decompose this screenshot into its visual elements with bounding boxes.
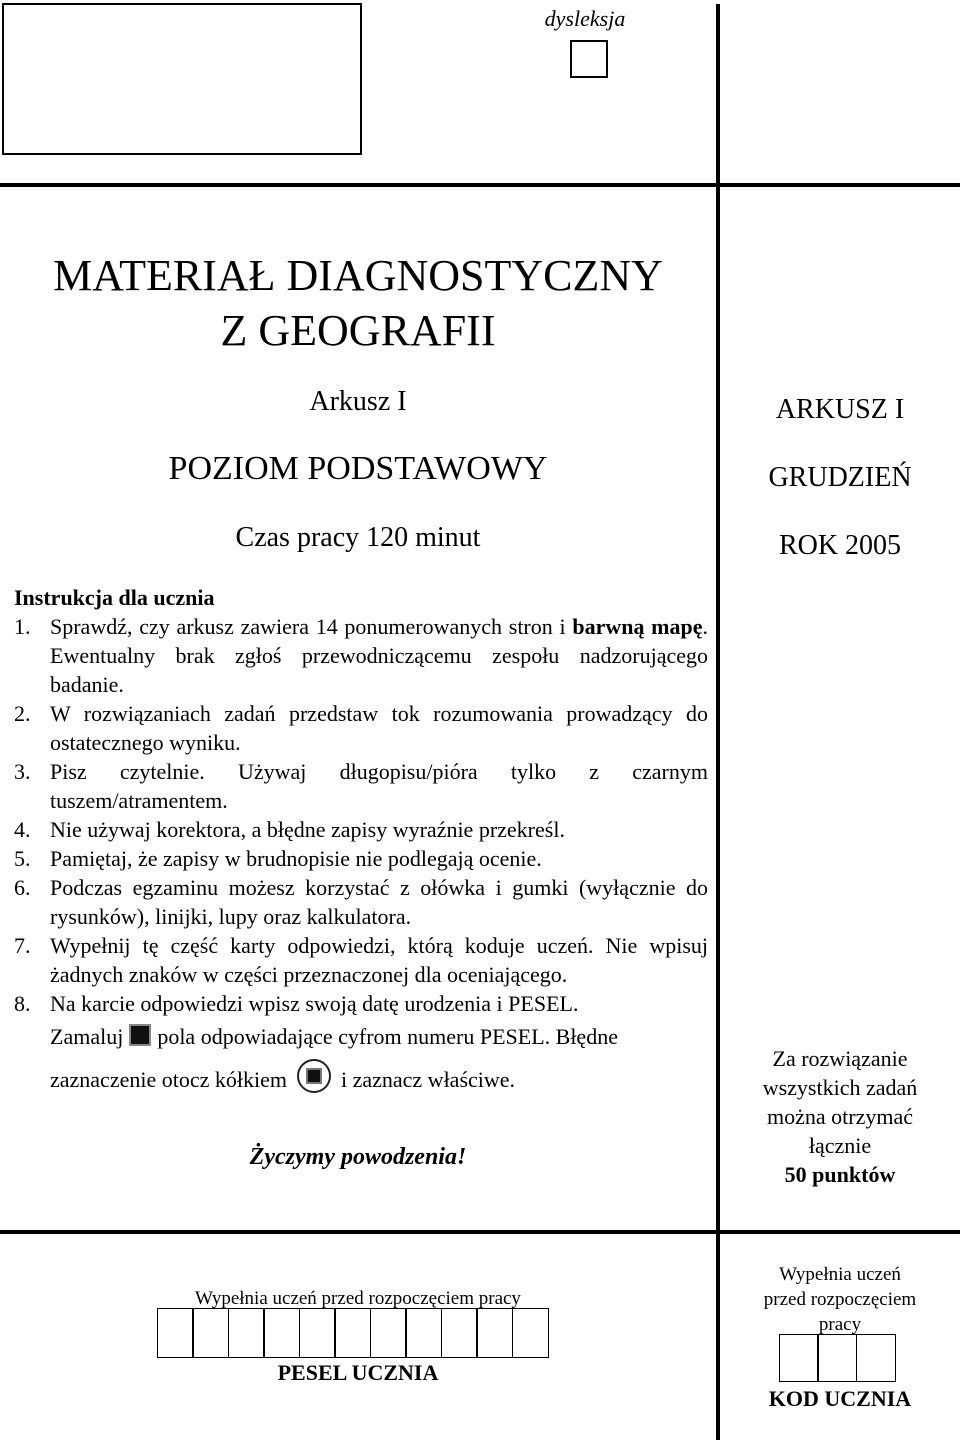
pesel-cell[interactable]	[192, 1308, 229, 1358]
points-info: Za rozwiązanie wszystkich zadań można otrzymać łącznie 50 punktów	[762, 1046, 918, 1187]
instruction-item: 1. Sprawdź, czy arkusz zawiera 14 ponumerowanych stron i barwną mapę. Ewentualny brak zgłoś przewodniczącemu zespołu nadzorującego badanie.	[14, 614, 708, 697]
kod-cell[interactable]	[779, 1334, 819, 1382]
dyslexia-label: dysleksja	[544, 6, 626, 31]
pesel-cell[interactable]	[476, 1308, 513, 1358]
kod-fill-label: Wypełnia uczeń przed rozpoczęciem pracy	[763, 1264, 917, 1335]
kod-cell[interactable]	[856, 1334, 896, 1382]
pesel-cell[interactable]	[299, 1308, 336, 1358]
kod-caption: KOD UCZNIA	[768, 1386, 912, 1411]
pesel-cell[interactable]	[512, 1308, 549, 1358]
right-month-label: GRUDZIEŃ	[768, 462, 912, 493]
good-luck-message: Życzymy powodzenia!	[249, 1144, 467, 1170]
instructions-list	[14, 612, 708, 1094]
circled-square-icon	[297, 1059, 331, 1093]
vertical-divider	[716, 4, 720, 1440]
right-year-label: ROK 2005	[778, 530, 902, 561]
instructions-heading: Instrukcja dla ucznia	[14, 585, 215, 610]
level-label: POZIOM PODSTAWOWY	[168, 450, 548, 487]
school-stamp-box	[2, 3, 362, 155]
instruction-item: 3. Pisz czytelnie. Używaj długopisu/pióra tylko z czarnym tuszem/atramentem.	[14, 759, 708, 813]
pesel-fill-label: Wypełnia uczeń przed rozpoczęciem pracy	[195, 1288, 521, 1309]
bottom-divider	[0, 1230, 960, 1234]
right-sheet-label: ARKUSZ I	[775, 394, 905, 425]
sheet-label: Arkusz I	[309, 386, 407, 417]
pesel-cell[interactable]	[228, 1308, 265, 1358]
top-divider	[0, 183, 960, 187]
title-line-2: Z GEOGRAFII	[220, 306, 496, 355]
dyslexia-checkbox[interactable]	[570, 40, 608, 78]
instruction-item: 8. Na karcie odpowiedzi wpisz swoją datę urodzenia i PESEL. Zamaluj pola odpowiadające cyfrom numeru PESEL. Błędne zaznaczenie otocz kółkiem i zaznacz właściwe.	[14, 991, 618, 1092]
instruction-item: 5. Pamiętaj, że zapisy w brudnopisie nie podlegają ocenie.	[14, 846, 542, 871]
pesel-cell[interactable]	[334, 1308, 371, 1358]
pesel-cell[interactable]	[157, 1308, 194, 1358]
time-label: Czas pracy 120 minut	[235, 522, 481, 553]
pesel-cell[interactable]	[263, 1308, 300, 1358]
instruction-item: 2. W rozwiązaniach zadań przedstaw tok rozumowania prowadzący do ostatecznego wyniku.	[14, 701, 708, 755]
filled-square-icon	[129, 1024, 151, 1046]
kod-grid	[780, 1334, 896, 1382]
pesel-cell[interactable]	[370, 1308, 407, 1358]
instruction-item: 7. Wypełnij tę część karty odpowiedzi, którą koduje uczeń. Nie wpisuj żadnych znaków w części przeznaczonej dla oceniającego.	[14, 933, 708, 987]
instruction-item: 6. Podczas egzaminu możesz korzystać z ołówka i gumki (wyłącznie do rysunków), linijki, lupy oraz kalkulatora.	[14, 875, 708, 929]
title-line-1: MATERIAŁ DIAGNOSTYCZNY	[53, 251, 663, 300]
pesel-cell[interactable]	[441, 1308, 478, 1358]
instruction-item: 4. Nie używaj korektora, a błędne zapisy wyraźnie przekreśl.	[14, 817, 565, 842]
pesel-cell[interactable]	[405, 1308, 442, 1358]
kod-cell[interactable]	[817, 1334, 857, 1382]
pesel-grid	[158, 1308, 549, 1358]
pesel-caption: PESEL UCZNIA	[277, 1360, 439, 1385]
